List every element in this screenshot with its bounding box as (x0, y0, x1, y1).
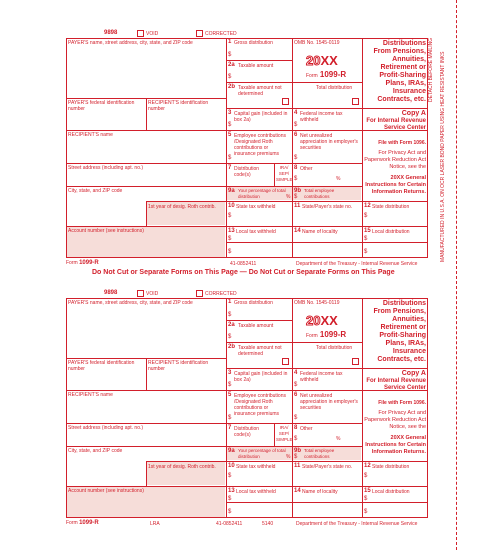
box8-pct: % (336, 436, 341, 442)
instructions-ref: 20XX General Instructions for Certain Information Returns. (365, 435, 426, 455)
box9b-num: 9b (294, 188, 302, 194)
box1-label: Gross distribution (234, 300, 273, 306)
box11-num: 11 (294, 463, 301, 469)
void-label: VOID (146, 291, 159, 297)
payer-id-label: PAYER'S federal identification number (68, 360, 135, 372)
box3-dollar: $ (228, 382, 232, 388)
tax-year (306, 313, 338, 328)
box13b-dollar: $ (228, 249, 232, 255)
box14-label: Name of locality (302, 229, 338, 235)
box14-num: 14 (294, 228, 301, 234)
footer-lra: LRA (150, 521, 160, 527)
box11-num: 11 (294, 203, 301, 209)
box3-label: Capital gain (included in box 2a) (234, 111, 288, 123)
footer-form-name: 1099-R (79, 520, 99, 526)
box5-num: 5 (228, 392, 232, 398)
box15-num: 15 (364, 488, 371, 494)
omb-number: OMB No. 1545-0119 (294, 40, 340, 46)
footer-cat: 41-0852411 (230, 261, 257, 267)
box8-num: 8 (294, 425, 298, 431)
box8-dollar: $ (294, 436, 298, 442)
box8-label: Other (300, 426, 313, 432)
box1-label: Gross distribution (234, 40, 273, 46)
box10-dollar: $ (228, 473, 232, 479)
box2b-checkbox[interactable] (282, 98, 289, 105)
box9b-dollar: $ (294, 454, 298, 460)
box9b-dollar: $ (294, 194, 298, 200)
copy-a: Copy A (401, 110, 426, 117)
account-label: Account number (see instructions) (68, 228, 144, 234)
box3-num: 3 (228, 110, 232, 116)
box5-label: Employee contributions /Designated Roth contributions or insurance premiums (234, 393, 286, 417)
form-number (306, 332, 346, 339)
box4-label: Federal income tax withheld (300, 371, 343, 383)
box4-dollar: $ (294, 122, 298, 128)
box6-dollar: $ (294, 415, 298, 421)
footer-form-label: Form (66, 520, 78, 526)
copy-for: For Internal Revenue Service Center (366, 378, 426, 391)
box6-label: Net unrealized appreciation in employer's securities (300, 393, 358, 411)
box2a-num: 2a (228, 62, 235, 68)
box10-label: State tax withheld (236, 204, 276, 210)
recipient-id-label: RECIPIENT'S identification number (148, 100, 209, 112)
box12-label: State distribution (372, 464, 410, 470)
box13-label: Local tax withheld (236, 489, 276, 495)
box2a-dollar: $ (228, 74, 232, 80)
box2a-num: 2a (228, 322, 235, 328)
file-with: File with Form 1096. (378, 140, 426, 146)
box3-dollar: $ (228, 122, 232, 128)
footer-form-label: Form (66, 260, 78, 266)
recipient-id-label: RECIPIENT'S identification number (148, 360, 209, 372)
total-distribution-label: Total distribution (316, 85, 353, 91)
box14-label: Name of locality (302, 489, 338, 495)
box4-num: 4 (294, 370, 298, 376)
box5-dollar: $ (228, 155, 232, 161)
box6-num: 6 (294, 392, 298, 398)
box9a-label: Your percentage of total distribution (238, 448, 286, 459)
box13-num: 13 (228, 488, 235, 494)
footer-form-name: 1099-R (79, 260, 99, 266)
omb-number: OMB No. 1545-0119 (294, 300, 340, 306)
box9b-label: Total employee contributions (304, 448, 335, 459)
form-name: 1099-R (319, 70, 347, 79)
box12-num: 12 (364, 463, 371, 469)
box10-dollar: $ (228, 213, 232, 219)
city-label: City, state, and ZIP code (68, 188, 123, 194)
box8-pct: % (336, 176, 341, 182)
box9b-label: Total employee contributions (304, 188, 335, 199)
detach-note: DETACH BEFORE MAILING (428, 37, 434, 102)
box4-label: Federal income tax withheld (300, 111, 343, 123)
footer-cat: 41-0852411 (216, 521, 243, 527)
box2a-label: Taxable amount (238, 323, 274, 329)
form-code: 9898 (104, 290, 118, 296)
recipient-name-label: RECIPIENT'S name (68, 132, 113, 138)
box7-num: 7 (228, 165, 232, 171)
box1-dollar: $ (228, 52, 232, 58)
payer-label: PAYER'S name, street address, city, state, and ZIP code (68, 300, 193, 306)
box12-dollar: $ (364, 213, 368, 219)
box15-dollar: $ (364, 236, 368, 242)
box10-label: State tax withheld (236, 464, 276, 470)
roth-label: 1st year of desig. Roth contrib. (148, 204, 216, 210)
box2a-label: Taxable amount (238, 63, 274, 69)
box9a-pct: % (286, 194, 291, 200)
cut-warning: Do Not Cut or Separate Forms on This Page — Do Not Cut or Separate Forms on This Page (92, 269, 395, 276)
footer-dept: Department of the Treasury - Internal Revenue Service (296, 521, 418, 527)
box9a-pct: % (286, 454, 291, 460)
corrected-label: CORRECTED (205, 291, 237, 297)
box6-num: 6 (294, 132, 298, 138)
box8-label: Other (300, 166, 313, 172)
box13-dollar: $ (228, 496, 232, 502)
year-prefix: 20 (306, 313, 321, 328)
box2b-num: 2b (228, 344, 236, 350)
box12-dollar: $ (364, 473, 368, 479)
account-label: Account number (see instructions) (68, 488, 144, 494)
box7-label: Distribution code(s) (234, 166, 260, 178)
void-checkbox[interactable] (137, 290, 144, 297)
year-prefix: 20 (306, 53, 321, 68)
form-1099r-bottom (0, 260, 456, 550)
roth-label: 1st year of desig. Roth contrib. (148, 464, 216, 470)
form-code: 9898 (104, 30, 118, 36)
corrected-label: CORRECTED (205, 31, 237, 37)
street-label: Street address (including apt. no.) (68, 425, 144, 431)
box15b-dollar: $ (364, 249, 368, 255)
box10-num: 10 (228, 463, 235, 469)
box5-dollar: $ (228, 415, 232, 421)
city-label: City, state, and ZIP code (68, 448, 123, 454)
box15-label: Local distribution (372, 229, 410, 235)
copy-a: Copy A (401, 370, 426, 377)
box13b-dollar: $ (228, 509, 232, 515)
total-distribution-label: Total distribution (316, 345, 353, 351)
box1-num: 1 (228, 39, 232, 45)
street-label: Street address (including apt. no.) (68, 165, 144, 171)
box9a-label: Your percentage of total distribution (238, 188, 286, 199)
box4-num: 4 (294, 110, 298, 116)
box2b-label: Taxable amount not determined (238, 345, 282, 357)
box15-dollar: $ (364, 496, 368, 502)
box2a-dollar: $ (228, 334, 232, 340)
form-title: Distributions From Pensions, Annuities, Retirement or Profit-Sharing Plans, IRAs, Insurance Contracts, etc. (373, 40, 426, 103)
box10-num: 10 (228, 203, 235, 209)
form-name: 1099-R (319, 330, 347, 339)
perforation-line (456, 0, 457, 550)
privacy-notice: For Privacy Act and Paperwork Reduction Act Notice, see the (364, 150, 426, 170)
copy-for: For Internal Revenue Service Center (366, 118, 426, 131)
box9a-num: 9a (228, 448, 235, 454)
box3-num: 3 (228, 370, 232, 376)
ira-label: IRA/ SEP/ SIMPLE (276, 425, 293, 442)
form-1099r-top (0, 0, 456, 270)
box13-num: 13 (228, 228, 235, 234)
box5-label: Employee contributions /Designated Roth contributions or insurance premiums (234, 133, 286, 157)
box7-label: Distribution code(s) (234, 426, 260, 438)
box7-num: 7 (228, 425, 232, 431)
recipient-name-label: RECIPIENT'S name (68, 392, 113, 398)
box15-label: Local distribution (372, 489, 410, 495)
box14-num: 14 (294, 488, 301, 494)
form-label: Form (306, 333, 318, 339)
box8-dollar: $ (294, 176, 298, 182)
footer-form (66, 520, 99, 526)
box15-num: 15 (364, 228, 371, 234)
form-label: Form (306, 73, 318, 79)
total-distribution-checkbox[interactable] (352, 358, 359, 365)
payer-label: PAYER'S name, street address, city, state, and ZIP code (68, 40, 193, 46)
box11-label: State/Payer's state no. (302, 204, 353, 210)
box1-dollar: $ (228, 312, 232, 318)
box12-label: State distribution (372, 204, 410, 210)
box13-dollar: $ (228, 236, 232, 242)
tax-year (306, 53, 338, 68)
void-checkbox[interactable] (137, 30, 144, 37)
form-title: Distributions From Pensions, Annuities, Retirement or Profit-Sharing Plans, IRAs, Insurance Contracts, etc. (373, 300, 426, 363)
corrected-checkbox[interactable] (196, 290, 203, 297)
box5-num: 5 (228, 132, 232, 138)
instructions-ref: 20XX General Instructions for Certain Information Returns. (365, 175, 426, 195)
box9b-num: 9b (294, 448, 302, 454)
box9a-num: 9a (228, 188, 235, 194)
box6-dollar: $ (294, 155, 298, 161)
corrected-checkbox[interactable] (196, 30, 203, 37)
year-suffix: XX (320, 313, 338, 328)
total-distribution-checkbox[interactable] (352, 98, 359, 105)
box1-num: 1 (228, 299, 232, 305)
box4-dollar: $ (294, 382, 298, 388)
box15b-dollar: $ (364, 509, 368, 515)
form-number (306, 72, 346, 79)
box12-num: 12 (364, 203, 371, 209)
box2b-num: 2b (228, 84, 236, 90)
privacy-notice: For Privacy Act and Paperwork Reduction Act Notice, see the (364, 410, 426, 430)
year-suffix: XX (320, 53, 338, 68)
box11-label: State/Payer's state no. (302, 464, 353, 470)
box8-num: 8 (294, 165, 298, 171)
box6-label: Net unrealized appreciation in employer's securities (300, 133, 358, 151)
file-with: File with Form 1096. (378, 400, 426, 406)
payer-id-label: PAYER'S federal identification number (68, 100, 135, 112)
box3-label: Capital gain (included in box 2a) (234, 371, 288, 383)
box2b-label: Taxable amount not determined (238, 85, 282, 97)
box13-label: Local tax withheld (236, 229, 276, 235)
box2b-checkbox[interactable] (282, 358, 289, 365)
ira-label: IRA/ SEP/ SIMPLE (276, 165, 293, 182)
manufacturer-note: MANUFACTURED IN U.S.A. ON OCR LASER BOND PAPER USING HEAT RESISTANT INKS (440, 51, 446, 262)
footer-dept: Department of the Treasury - Internal Revenue Service (296, 261, 418, 267)
footer-code: 5140 (262, 521, 274, 527)
void-label: VOID (146, 31, 159, 37)
